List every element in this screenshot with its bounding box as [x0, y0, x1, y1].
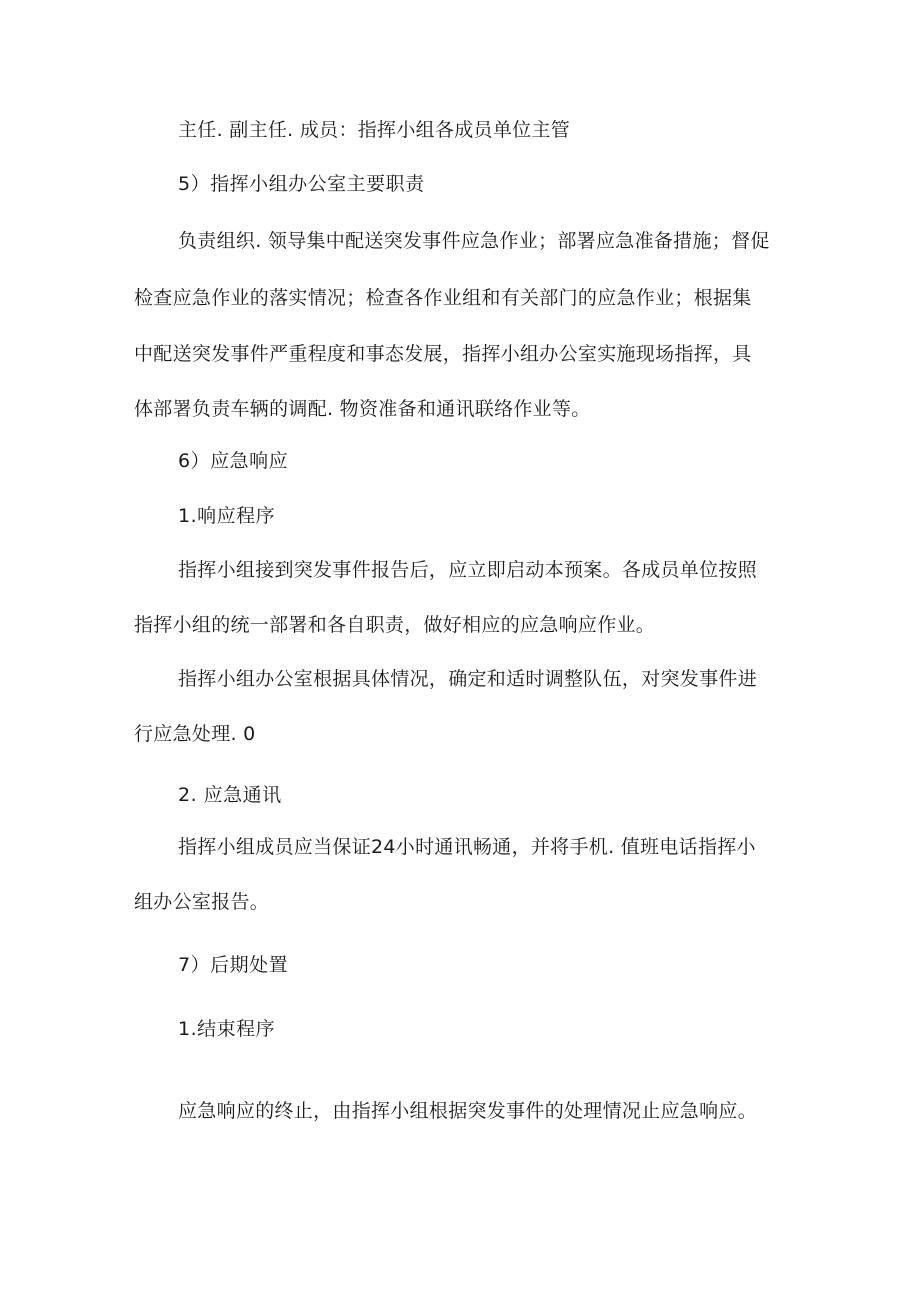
response-procedure-heading: 1.响应程序 [178, 505, 276, 527]
section5-paragraph-line: 检查应急作业的落实情况；检查各作业组和有关部门的应急作业；根据集 [134, 287, 752, 309]
section6-heading: 6）应急响应 [178, 450, 289, 472]
section5-heading: 5）指挥小组办公室主要职责 [178, 173, 425, 195]
response-paragraph-line: 指挥小组办公室根据具体情况，确定和适时调整队伍，对突发事件进 [178, 668, 758, 690]
end-procedure-paragraph: 应急响应的终止，由指挥小组根据突发事件的处理情况止应急响应。 [178, 1100, 758, 1122]
response-paragraph-line: 行应急处理. 0 [134, 723, 256, 745]
communication-paragraph-line: 指挥小组成员应当保证24小时通讯畅通，并将手机. 值班电话指挥小 [178, 836, 756, 858]
section5-paragraph-line: 负责组织. 领导集中配送突发事件应急作业；部署应急准备措施；督促 [178, 230, 770, 252]
communication-paragraph-line: 组办公室报告。 [134, 891, 270, 913]
section5-paragraph-line: 中配送突发事件严重程度和事态发展，指挥小组办公室实施现场指挥，具 [134, 343, 752, 365]
end-procedure-heading: 1.结束程序 [178, 1018, 276, 1040]
emergency-communication-heading: 2. 应急通讯 [178, 784, 282, 806]
section5-paragraph-line: 体部署负责车辆的调配. 物资准备和通讯联络作业等。 [134, 398, 591, 420]
members-line: 主任. 副主任. 成员：指挥小组各成员单位主管 [178, 119, 571, 141]
response-paragraph-line: 指挥小组接到突发事件报告后，应立即启动本预案。各成员单位按照 [178, 559, 758, 581]
response-paragraph-line: 指挥小组的统一部署和各自职责，做好相应的应急响应作业。 [134, 614, 656, 636]
section7-heading: 7）后期处置 [178, 954, 289, 976]
